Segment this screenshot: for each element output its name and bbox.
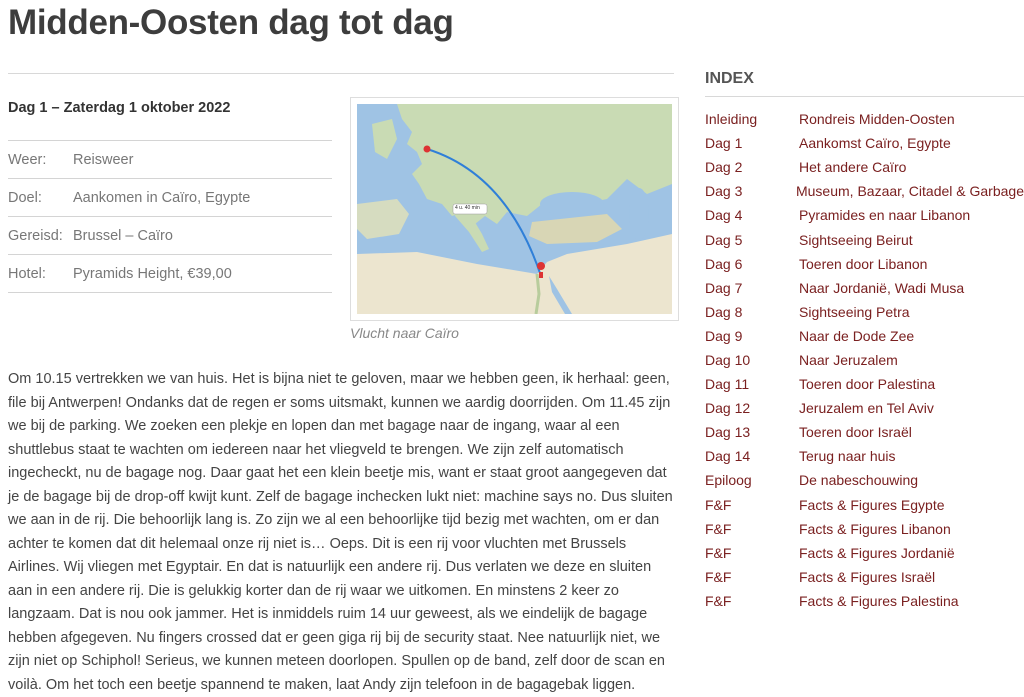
index-title: INDEX	[705, 70, 754, 87]
index-link[interactable]: Facts & Figures Israël	[799, 568, 936, 585]
index-item-ff-jordan[interactable]	[705, 541, 1024, 565]
info-value: Reisweer	[73, 151, 134, 168]
index-link[interactable]: Pyramides en naar Libanon	[799, 207, 971, 224]
map-caption: Vlucht naar Caïro	[350, 325, 459, 341]
index-item-day-1[interactable]	[705, 131, 1024, 155]
index-link[interactable]: Facts & Figures Palestina	[799, 592, 959, 609]
info-row-goal	[8, 178, 332, 216]
index-link[interactable]: Toeren door Libanon	[799, 255, 928, 272]
index-link[interactable]: Museum, Bazaar, Citadel & Garbage	[795, 183, 1024, 200]
index-day-label[interactable]: Dag 3	[705, 183, 743, 200]
index-item-intro[interactable]	[705, 107, 1024, 131]
info-label: Doel:	[8, 189, 42, 206]
index-item-ff-palestine[interactable]	[705, 589, 1024, 613]
index-item-day-3[interactable]	[705, 179, 1024, 203]
index-day-label[interactable]: Dag 5	[705, 231, 743, 248]
index-day-label[interactable]: Epiloog	[705, 472, 752, 489]
index-item-day-9[interactable]	[705, 324, 1024, 348]
index-link[interactable]: Toeren door Israël	[799, 424, 912, 441]
day-info-table	[8, 140, 332, 293]
index-day-label[interactable]: F&F	[705, 496, 732, 513]
index-item-ff-egypt[interactable]	[705, 493, 1024, 517]
index-link[interactable]: Naar de Dode Zee	[799, 327, 915, 344]
index-link[interactable]: Het andere Caïro	[799, 159, 907, 176]
index-day-label[interactable]: Dag 14	[705, 448, 751, 465]
index-day-label[interactable]: Dag 11	[705, 376, 750, 393]
index-day-label[interactable]: Inleiding	[705, 111, 758, 128]
index-day-label[interactable]: Dag 6	[705, 255, 743, 272]
index-item-day-8[interactable]	[705, 300, 1024, 324]
index-item-ff-lebanon[interactable]	[705, 517, 1024, 541]
info-value: Aankomen in Caïro, Egypte	[73, 189, 251, 206]
info-label: Gereisd:	[8, 227, 63, 244]
index-item-day-13[interactable]	[705, 420, 1024, 444]
index-day-label[interactable]: Dag 10	[705, 351, 751, 368]
index-link[interactable]: Facts & Figures Libanon	[799, 520, 951, 537]
index-item-day-14[interactable]	[705, 444, 1024, 468]
index-item-day-11[interactable]	[705, 372, 1024, 396]
index-item-ff-israel[interactable]	[705, 565, 1024, 589]
index-day-label[interactable]: F&F	[705, 568, 732, 585]
day-heading: Dag 1 – Zaterdag 1 oktober 2022	[8, 100, 231, 116]
index-link[interactable]: Terug naar huis	[799, 448, 896, 465]
index-link[interactable]: Sightseeing Beirut	[799, 231, 913, 248]
title-divider	[8, 73, 674, 74]
index-item-day-12[interactable]	[705, 396, 1024, 420]
index-link[interactable]: Sightseeing Petra	[799, 303, 910, 320]
index-day-label[interactable]: Dag 2	[705, 159, 743, 176]
index-day-label[interactable]: Dag 9	[705, 327, 743, 344]
index-link[interactable]: Naar Jeruzalem	[799, 351, 898, 368]
info-value: Brussel – Caïro	[73, 227, 173, 244]
index-item-day-6[interactable]	[705, 252, 1024, 276]
index-link[interactable]: Rondreis Midden-Oosten	[799, 111, 955, 128]
flight-map-image	[357, 104, 672, 314]
page-title: Midden-Oosten dag tot dag	[8, 3, 454, 42]
index-item-day-7[interactable]	[705, 276, 1024, 300]
index-day-label[interactable]: Dag 4	[705, 207, 743, 224]
info-value: Pyramids Height, €39,00	[73, 265, 232, 282]
index-day-label[interactable]: Dag 8	[705, 303, 743, 320]
index-divider	[705, 96, 1024, 97]
flight-map[interactable]	[350, 97, 679, 321]
day-story-text: Om 10.15 vertrekken we van huis. Het is bijna niet te geloven, maar we hebben geen, ik herhaal: geen, file bij Antwerpen! Ondanks dat de regen er soms uitsmakt, kunnen we aardig doorrijden. Om 11.45 zijn we bij de parking. We zoeken een plekje en lopen dan met bagage naar de ingang, waar al een shuttlebus staat te wachten om iedereen naar het vliegveld te brengen. We zijn zelf automatisch ingecheckt, nu de bagage nog. Daar gaat het een klein beetje mis, want er staat groot aangegeven dat je de bagage bij de drop-off kwijt kunt. Zelf de bagage inchecken lukt niet: machine says no. Dus sluiten we aan in de rij. Die behoorlijk lang is. Zo zijn we al een behoorlijke tijd bezig met wachten, om er dan achter te komen dat dit helemaal onze rij niet is… Oeps. Dit is een rij voor vluchten met Brussels Airlines. Wij vliegen met Egyptair. En dat is natuurlijk een andere rij. Dus verlaten we deze en sluiten aan in een andere rij. Die is gelukkig korter dan de rij waar we uitkomen. En minstens 2 keer zo langzaam. Dat is nou ook jammer. Het is inmiddels ruim 14 uur geweest, als we eindelijk de bagage hebben afgegeven. Nu fingers crossed dat er geen giga rij bij de security staat. Nee natuurlijk niet, we zijn niet op Schiphol! Serieus, we kunnen meteen doorlopen. Spullen op de band, zelf door de scan en voilà. Om het toch een beetje spannend te maken, laat Andy zijn telefoon in de bagagebak liggen.	[8, 371, 673, 693]
index-item-day-4[interactable]	[705, 203, 1024, 227]
index-day-label[interactable]: F&F	[705, 520, 732, 537]
info-row-weather	[8, 140, 332, 178]
index-day-label[interactable]: Dag 7	[705, 279, 743, 296]
index-day-label[interactable]: F&F	[705, 544, 732, 561]
index-link[interactable]: Toeren door Palestina	[799, 376, 936, 393]
info-row-hotel	[8, 254, 332, 293]
info-row-travelled	[8, 216, 332, 254]
index-item-day-10[interactable]	[705, 348, 1024, 372]
index-link[interactable]: Aankomst Caïro, Egypte	[799, 135, 951, 152]
index-item-day-2[interactable]	[705, 155, 1024, 179]
index-list	[705, 107, 1024, 613]
index-day-label[interactable]: F&F	[705, 592, 732, 609]
index-day-label[interactable]: Dag 12	[705, 400, 751, 417]
info-label: Hotel:	[8, 265, 46, 282]
index-link[interactable]: De nabeschouwing	[799, 472, 919, 489]
index-item-day-5[interactable]	[705, 227, 1024, 251]
info-label: Weer:	[8, 151, 47, 168]
flight-duration-badge: 4 u. 40 min	[455, 205, 480, 211]
index-link[interactable]: Naar Jordanië, Wadi Musa	[799, 279, 965, 296]
index-link[interactable]: Facts & Figures Jordanië	[799, 544, 955, 561]
index-link[interactable]: Facts & Figures Egypte	[799, 496, 945, 513]
index-link[interactable]: Jeruzalem en Tel Aviv	[799, 400, 934, 417]
index-item-epilogue[interactable]	[705, 468, 1024, 492]
index-day-label[interactable]: Dag 1	[705, 135, 743, 152]
index-day-label[interactable]: Dag 13	[705, 424, 751, 441]
